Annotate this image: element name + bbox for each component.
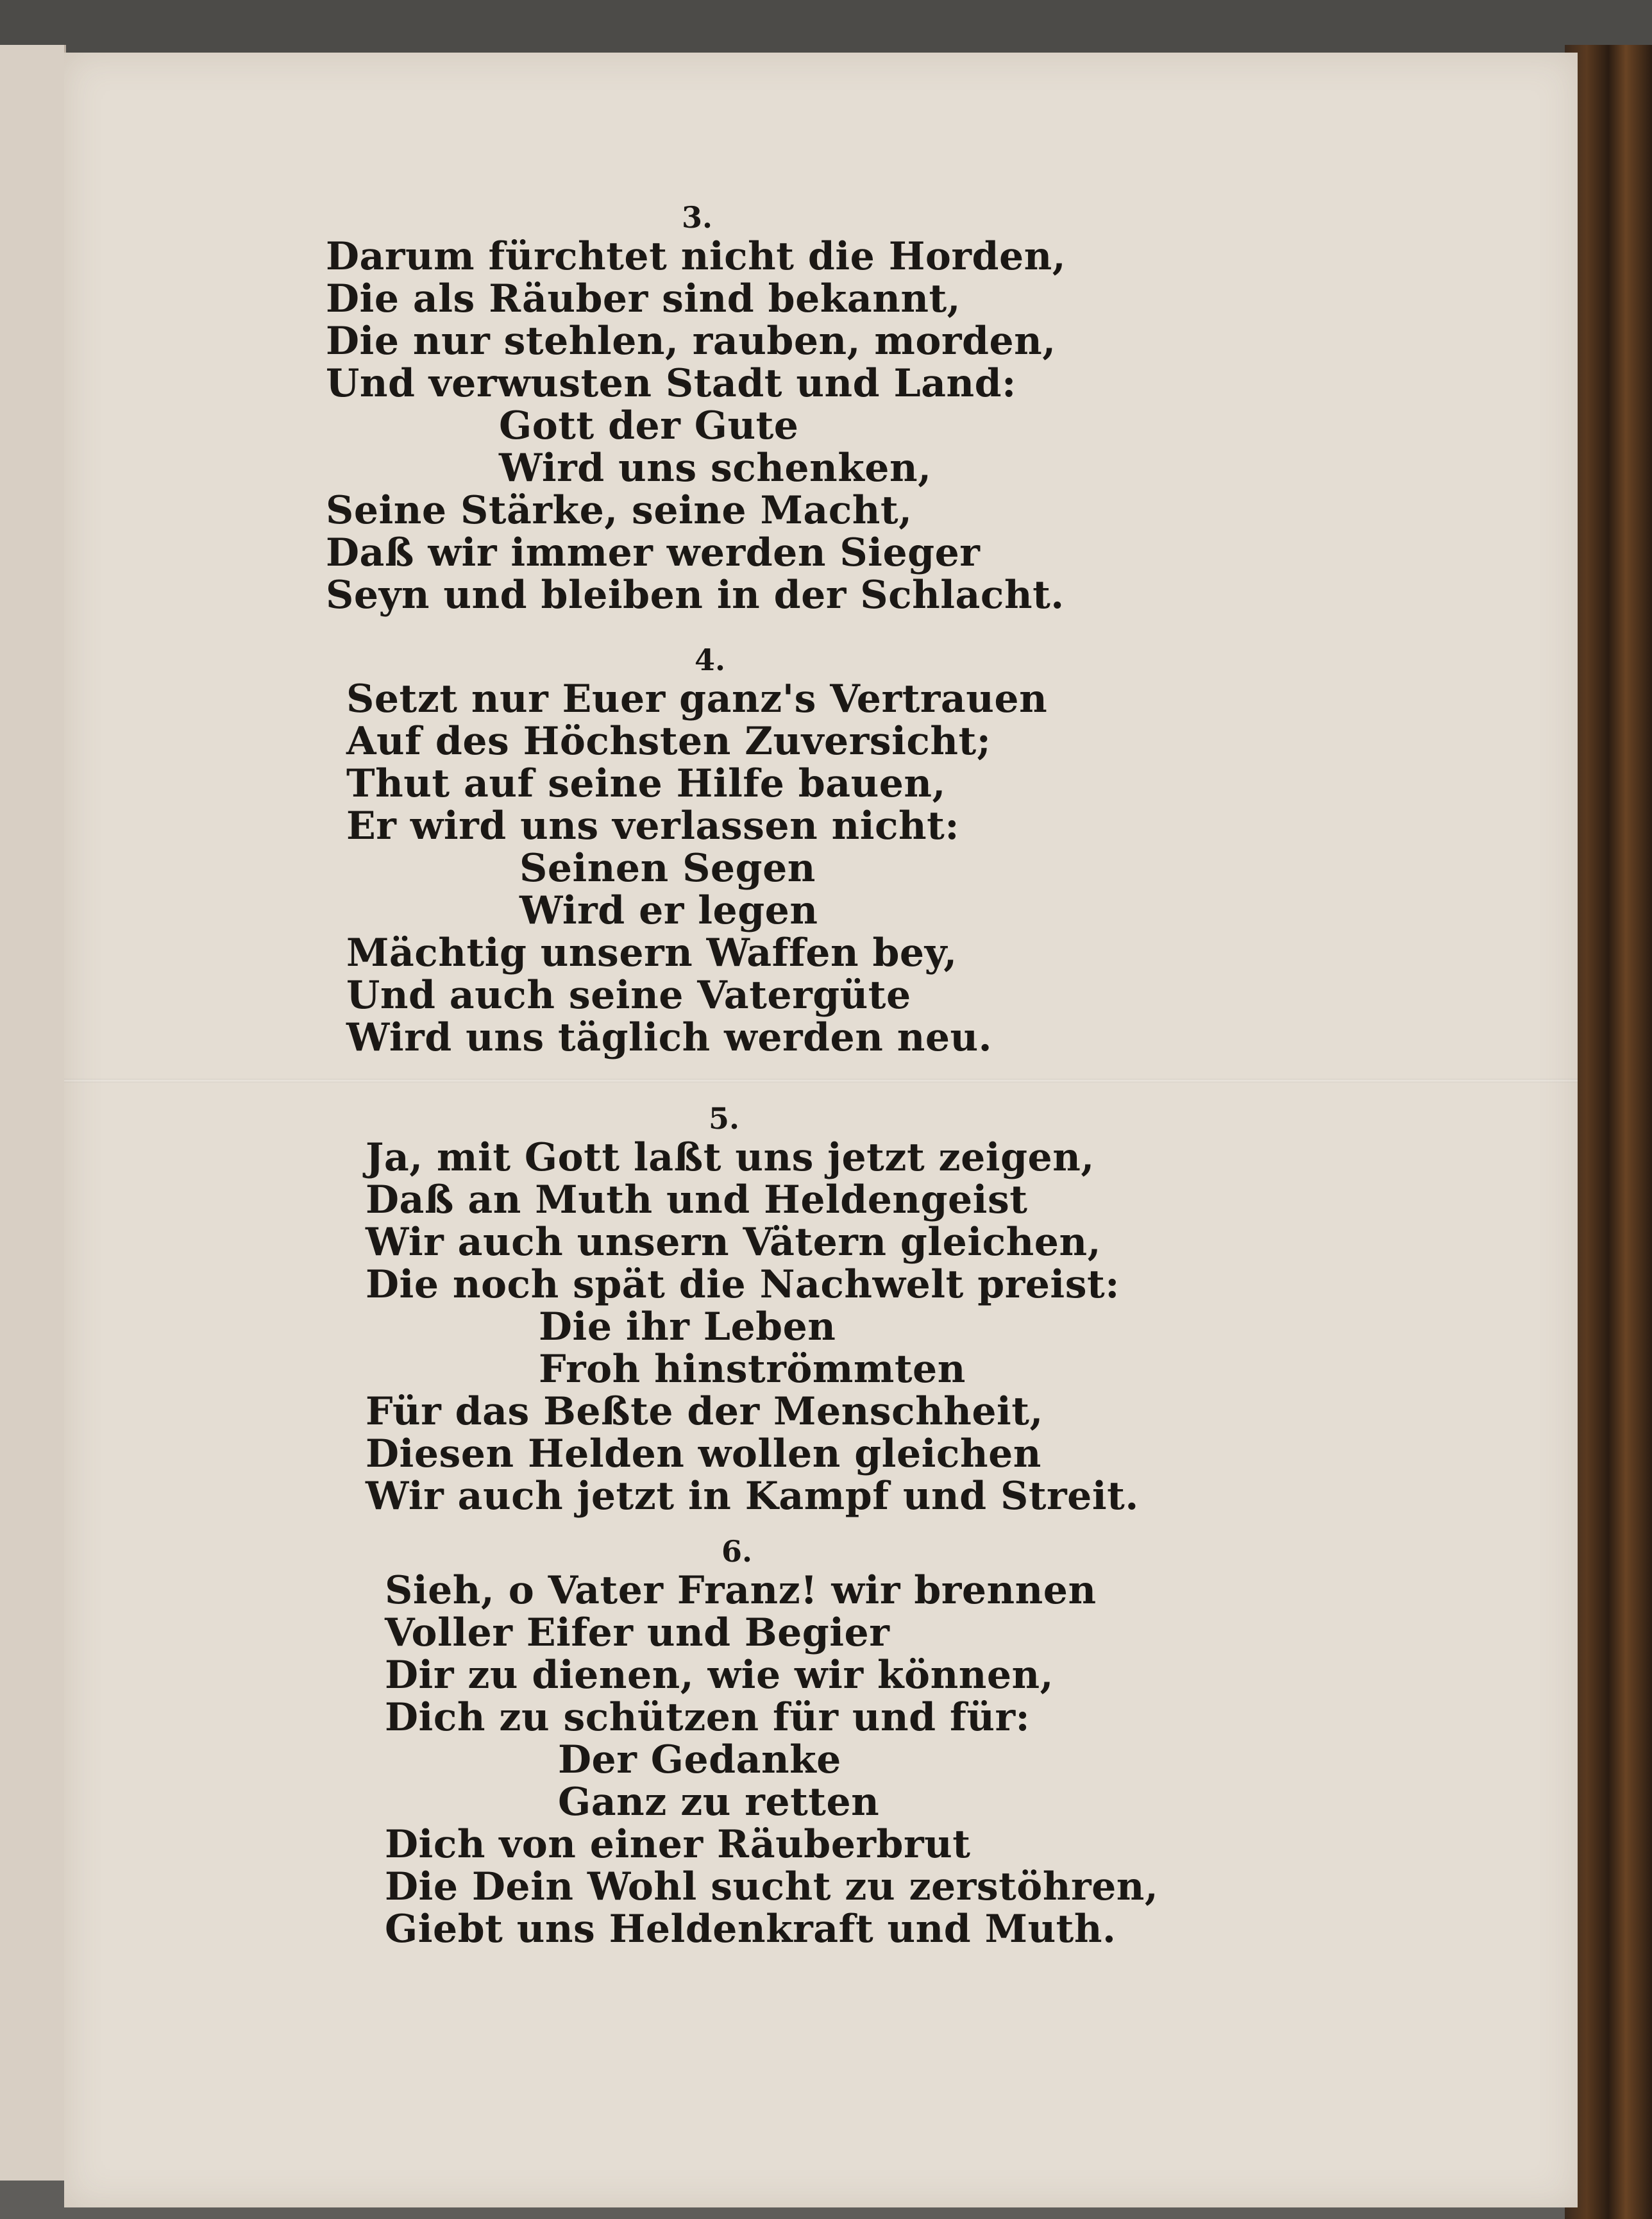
verse-line: Und verwusten Stadt und Land:	[326, 361, 1016, 406]
verse-line: Wir auch jetzt in Kampf und Streit.	[366, 1474, 1139, 1519]
verse-line: Wird er legen	[519, 888, 818, 933]
scan-background	[0, 0, 1652, 58]
stanza-number: 5.	[709, 1101, 740, 1136]
verse-line: Daß wir immer werden Sieger	[326, 530, 981, 575]
verse-line: Gott der Gute	[499, 403, 799, 448]
verse-line: Wir auch unsern Vätern gleichen,	[366, 1220, 1101, 1265]
left-page-edge	[0, 45, 66, 2181]
stanza-6	[385, 1569, 1158, 1950]
verse-line: Dich zu schützen für und für:	[385, 1695, 1031, 1740]
verse-line: Seinen Segen	[519, 846, 816, 891]
verse-line: Und auch seine Vatergüte	[346, 973, 911, 1018]
book-page	[64, 53, 1578, 2207]
verse-line: Dir zu dienen, wie wir können,	[385, 1653, 1054, 1698]
verse-line: Ja, mit Gott laßt uns jetzt zeigen,	[366, 1135, 1095, 1180]
verse-line: Setzt nur Euer ganz's Vertrauen	[346, 677, 1048, 721]
verse-line: Der Gedanke	[558, 1737, 841, 1782]
stanza-number: 3.	[682, 200, 713, 235]
verse-line: Froh hinströmmten	[539, 1347, 966, 1392]
page-fold	[64, 1079, 1578, 1083]
verse-line: Die ihr Leben	[539, 1304, 836, 1349]
verse-line: Diesen Helden wollen gleichen	[366, 1431, 1041, 1476]
stanza-number: 4.	[695, 643, 726, 677]
book-cover-edge	[1565, 45, 1652, 2219]
verse-line: Wird uns täglich werden neu.	[346, 1015, 993, 1060]
verse-line: Die nur stehlen, rauben, morden,	[326, 319, 1056, 364]
stanza-number: 6.	[721, 1534, 753, 1569]
verse-line: Auf des Höchsten Zuversicht;	[346, 719, 991, 764]
verse-line: Für das Beßte der Menschheit,	[366, 1389, 1043, 1434]
stanza-4	[346, 678, 1047, 1059]
verse-line: Voller Eifer und Begier	[385, 1610, 890, 1655]
stanza-3	[326, 235, 1066, 616]
verse-line: Thut auf seine Hilfe bauen,	[346, 761, 946, 806]
verse-line: Die als Räuber sind bekannt,	[326, 276, 961, 321]
verse-line: Seyn und bleiben in der Schlacht.	[326, 573, 1065, 618]
verse-line: Giebt uns Heldenkraft und Muth.	[385, 1907, 1117, 1952]
verse-line: Ganz zu retten	[558, 1780, 880, 1825]
verse-line: Seine Stärke, seine Macht,	[326, 488, 913, 533]
verse-line: Daß an Muth und Heldengeist	[366, 1177, 1028, 1222]
verse-line: Darum fürchtet nicht die Horden,	[326, 234, 1066, 279]
verse-line: Sieh, o Vater Franz! wir brennen	[385, 1568, 1097, 1613]
stanza-5	[366, 1136, 1139, 1517]
verse-line: Wird uns schenken,	[499, 446, 932, 491]
verse-line: Mächtig unsern Waffen bey,	[346, 931, 957, 975]
verse-line: Die noch spät die Nachwelt preist:	[366, 1262, 1120, 1307]
verse-line: Die Dein Wohl sucht zu zerstöhren,	[385, 1864, 1159, 1909]
verse-line: Er wird uns verlassen nicht:	[346, 804, 960, 848]
verse-line: Dich von einer Räuberbrut	[385, 1822, 971, 1867]
